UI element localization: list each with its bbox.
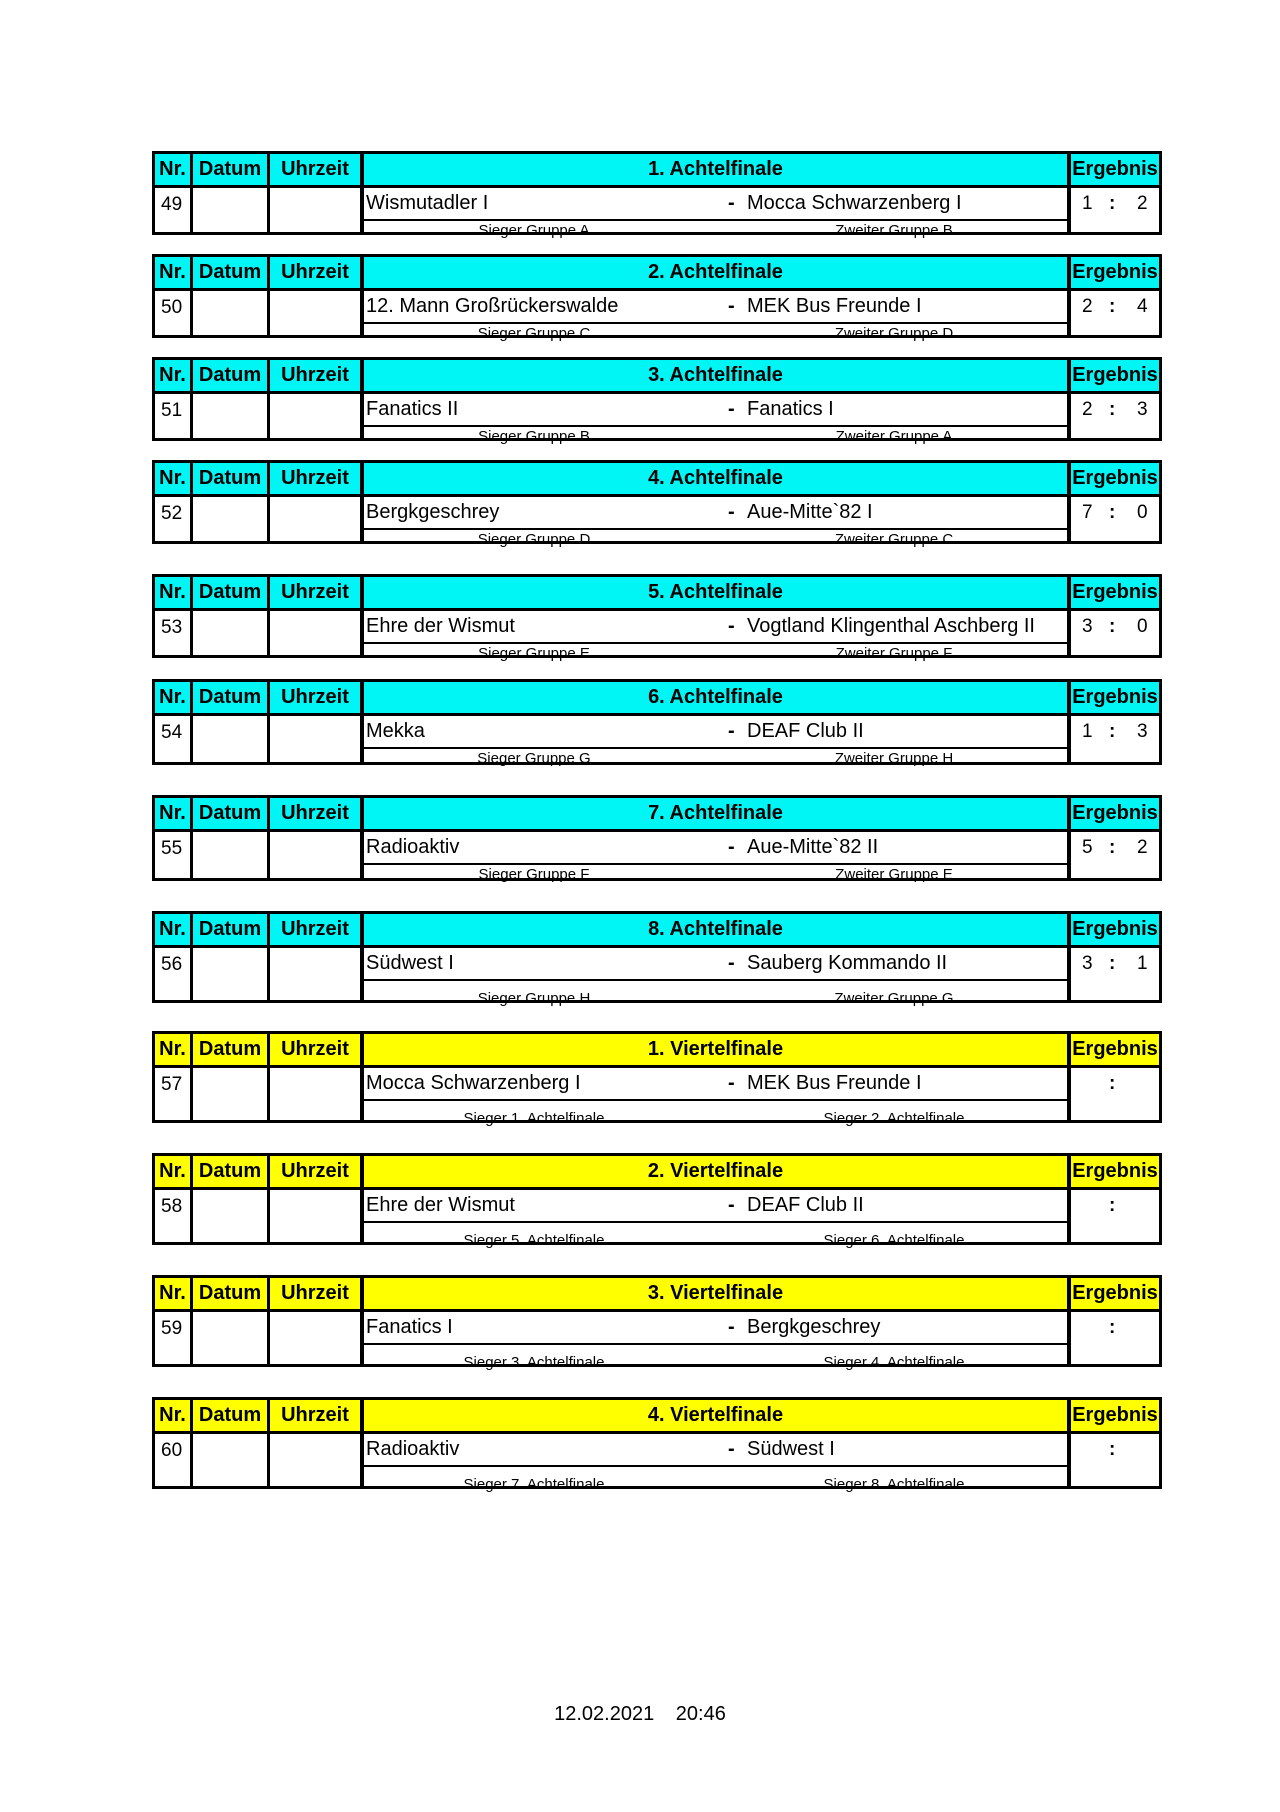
qualifier-away: Zweiter Gruppe E — [835, 866, 953, 883]
qualifier-home: Sieger 7. Achtelfinale — [463, 1476, 605, 1493]
team-home: Ehre der Wismut — [366, 1194, 515, 1216]
header-ergebnis: Ergebnis — [1071, 257, 1159, 291]
score — [1071, 296, 1159, 320]
qualifier-away: Zweiter Gruppe B — [835, 222, 953, 239]
score-away: 0 — [1137, 502, 1148, 523]
qualifier-home: Sieger 5. Achtelfinale — [463, 1232, 605, 1249]
team-away: Sauberg Kommando II — [747, 952, 948, 974]
datum-cell — [193, 394, 270, 438]
match-number: 59 — [155, 1312, 193, 1364]
teams-row — [364, 1434, 1067, 1467]
datum-cell — [193, 188, 270, 232]
header-nr: Nr. — [155, 154, 193, 188]
header-ergebnis: Ergebnis — [1071, 463, 1159, 497]
teams-row — [364, 1190, 1067, 1223]
team-home: Mekka — [366, 720, 425, 742]
header-datum: Datum — [193, 1034, 270, 1068]
team-away: Aue-Mitte`82 I — [747, 501, 873, 523]
header-datum: Datum — [193, 914, 270, 948]
score-colon: : — [1109, 1317, 1116, 1338]
header-nr: Nr. — [155, 257, 193, 291]
uhrzeit-cell — [270, 394, 364, 438]
teams-row — [364, 497, 1067, 530]
score-colon: : — [1109, 721, 1116, 742]
score — [1071, 721, 1159, 745]
uhrzeit-cell — [270, 188, 364, 232]
teams-row — [364, 1312, 1067, 1345]
team-away: Südwest I — [747, 1438, 835, 1460]
result-cell — [1071, 948, 1159, 1000]
header-uhrzeit: Uhrzeit — [270, 682, 364, 716]
header-datum: Datum — [193, 1156, 270, 1190]
header-ergebnis: Ergebnis — [1071, 682, 1159, 716]
header-ergebnis: Ergebnis — [1071, 1400, 1159, 1434]
footer-time: 20:46 — [675, 1703, 726, 1725]
header-uhrzeit: Uhrzeit — [270, 463, 364, 497]
qualifier-home: Sieger Gruppe C — [477, 325, 591, 342]
header-datum: Datum — [193, 1278, 270, 1312]
match-number: 50 — [155, 291, 193, 335]
uhrzeit-cell — [270, 1190, 364, 1242]
team-separator: - — [728, 398, 735, 420]
team-home: 12. Mann Großrückerswalde — [366, 295, 619, 317]
teams-row — [364, 948, 1067, 981]
team-separator: - — [728, 192, 735, 214]
teams-row — [364, 188, 1067, 221]
score-colon: : — [1109, 1195, 1116, 1216]
match-table — [152, 911, 1162, 1007]
match-number: 51 — [155, 394, 193, 438]
team-away: Vogtland Klingenthal Aschberg II — [747, 615, 1035, 637]
score-away: 3 — [1137, 399, 1148, 420]
header-uhrzeit: Uhrzeit — [270, 577, 364, 611]
match-title: 4. Achtelfinale — [364, 463, 1071, 497]
uhrzeit-cell — [270, 497, 364, 541]
match-title: 6. Achtelfinale — [364, 682, 1071, 716]
header-datum: Datum — [193, 577, 270, 611]
pairing-cell — [364, 1312, 1071, 1371]
header-nr: Nr. — [155, 1034, 193, 1068]
pairing-cell — [364, 611, 1071, 662]
footer-timestamp — [0, 1703, 1280, 1726]
uhrzeit-cell — [270, 1434, 364, 1486]
match-table — [152, 254, 1162, 342]
qualifier-away: Zweiter Gruppe F — [835, 645, 953, 662]
match-title: 1. Viertelfinale — [364, 1034, 1071, 1068]
score — [1071, 502, 1159, 526]
score-home: 7 — [1082, 502, 1093, 523]
pairing-cell — [364, 188, 1071, 239]
team-away: DEAF Club II — [747, 720, 864, 742]
header-uhrzeit: Uhrzeit — [270, 1400, 364, 1434]
uhrzeit-cell — [270, 611, 364, 655]
header-nr: Nr. — [155, 360, 193, 394]
match-table — [152, 1031, 1162, 1127]
match-list — [152, 151, 1162, 1493]
teams-row — [364, 394, 1067, 427]
header-uhrzeit: Uhrzeit — [270, 1278, 364, 1312]
score-colon: : — [1109, 1439, 1116, 1460]
match-title: 8. Achtelfinale — [364, 914, 1071, 948]
team-separator: - — [728, 836, 735, 858]
result-cell — [1071, 291, 1159, 335]
score-colon: : — [1109, 953, 1116, 974]
qualifier-away: Sieger 6. Achtelfinale — [823, 1232, 965, 1249]
qualifier-away: Zweiter Gruppe A — [835, 428, 953, 445]
team-home: Südwest I — [366, 952, 454, 974]
score-colon: : — [1109, 296, 1116, 317]
match-title: 4. Viertelfinale — [364, 1400, 1071, 1434]
datum-cell — [193, 1190, 270, 1242]
header-nr: Nr. — [155, 798, 193, 832]
score — [1071, 1439, 1159, 1463]
result-cell — [1071, 394, 1159, 438]
team-away: Mocca Schwarzenberg I — [747, 192, 962, 214]
header-uhrzeit: Uhrzeit — [270, 1034, 364, 1068]
header-ergebnis: Ergebnis — [1071, 1156, 1159, 1190]
uhrzeit-cell — [270, 948, 364, 1000]
header-ergebnis: Ergebnis — [1071, 154, 1159, 188]
match-number: 56 — [155, 948, 193, 1000]
score-home: 2 — [1082, 296, 1093, 317]
result-cell — [1071, 1434, 1159, 1486]
match-table — [152, 1275, 1162, 1371]
uhrzeit-cell — [270, 1068, 364, 1120]
datum-cell — [193, 1068, 270, 1120]
match-number: 60 — [155, 1434, 193, 1486]
qualifier-away: Zweiter Gruppe G — [834, 990, 954, 1007]
pairing-cell — [364, 1068, 1071, 1127]
match-title: 1. Achtelfinale — [364, 154, 1071, 188]
header-nr: Nr. — [155, 1278, 193, 1312]
header-datum: Datum — [193, 798, 270, 832]
header-nr: Nr. — [155, 682, 193, 716]
score — [1071, 193, 1159, 217]
score-colon: : — [1109, 616, 1116, 637]
qualifier-home: Sieger Gruppe G — [477, 750, 591, 767]
qualifier-home: Sieger Gruppe D — [477, 531, 591, 548]
header-uhrzeit: Uhrzeit — [270, 798, 364, 832]
team-home: Radioaktiv — [366, 1438, 460, 1460]
team-away: Bergkgeschrey — [747, 1316, 881, 1338]
match-number: 53 — [155, 611, 193, 655]
datum-cell — [193, 716, 270, 762]
footer-date: 12.02.2021 — [554, 1703, 655, 1725]
header-ergebnis: Ergebnis — [1071, 360, 1159, 394]
pairing-cell — [364, 497, 1071, 548]
qualifier-home: Sieger Gruppe B — [478, 428, 590, 445]
qualifier-away: Sieger 2. Achtelfinale — [823, 1110, 965, 1127]
qualifier-away: Zweiter Gruppe D — [834, 325, 954, 342]
team-home: Bergkgeschrey — [366, 501, 500, 523]
team-home: Ehre der Wismut — [366, 615, 515, 637]
header-ergebnis: Ergebnis — [1071, 1278, 1159, 1312]
header-uhrzeit: Uhrzeit — [270, 154, 364, 188]
result-cell — [1071, 1068, 1159, 1120]
match-number: 57 — [155, 1068, 193, 1120]
team-away: DEAF Club II — [747, 1194, 864, 1216]
header-datum: Datum — [193, 154, 270, 188]
pairing-cell — [364, 716, 1071, 767]
match-table — [152, 357, 1162, 445]
match-table — [152, 1153, 1162, 1249]
score — [1071, 399, 1159, 423]
team-separator: - — [728, 295, 735, 317]
header-ergebnis: Ergebnis — [1071, 577, 1159, 611]
header-datum: Datum — [193, 682, 270, 716]
qualifier-home: Sieger 1. Achtelfinale — [463, 1110, 605, 1127]
header-ergebnis: Ergebnis — [1071, 914, 1159, 948]
match-table — [152, 795, 1162, 881]
match-title: 2. Achtelfinale — [364, 257, 1071, 291]
pairing-cell — [364, 394, 1071, 445]
score — [1071, 837, 1159, 861]
header-datum: Datum — [193, 360, 270, 394]
result-cell — [1071, 716, 1159, 762]
score-colon: : — [1109, 399, 1116, 420]
header-nr: Nr. — [155, 463, 193, 497]
score — [1071, 616, 1159, 640]
score-home: 3 — [1082, 953, 1093, 974]
datum-cell — [193, 832, 270, 878]
header-ergebnis: Ergebnis — [1071, 798, 1159, 832]
score-colon: : — [1109, 193, 1116, 214]
header-ergebnis: Ergebnis — [1071, 1034, 1159, 1068]
qualifier-away: Zweiter Gruppe H — [834, 750, 954, 767]
team-home: Wismutadler I — [366, 192, 489, 214]
header-uhrzeit: Uhrzeit — [270, 1156, 364, 1190]
match-title: 2. Viertelfinale — [364, 1156, 1071, 1190]
score-home: 1 — [1082, 193, 1093, 214]
result-cell — [1071, 497, 1159, 541]
match-table — [152, 1397, 1162, 1493]
match-title: 5. Achtelfinale — [364, 577, 1071, 611]
score-away: 0 — [1137, 616, 1148, 637]
team-separator: - — [728, 1194, 735, 1216]
score-colon: : — [1109, 837, 1116, 858]
teams-row — [364, 611, 1067, 644]
match-number: 52 — [155, 497, 193, 541]
match-number: 55 — [155, 832, 193, 878]
header-datum: Datum — [193, 1400, 270, 1434]
teams-row — [364, 1068, 1067, 1101]
score-home: 3 — [1082, 616, 1093, 637]
teams-row — [364, 291, 1067, 324]
qualifier-away: Sieger 4. Achtelfinale — [823, 1354, 965, 1371]
qualifier-home: Sieger Gruppe E — [478, 645, 590, 662]
datum-cell — [193, 1312, 270, 1364]
header-nr: Nr. — [155, 914, 193, 948]
pairing-cell — [364, 832, 1071, 883]
match-table — [152, 679, 1162, 765]
score — [1071, 1317, 1159, 1341]
team-home: Radioaktiv — [366, 836, 460, 858]
header-nr: Nr. — [155, 577, 193, 611]
team-away: Aue-Mitte`82 II — [747, 836, 879, 858]
match-number: 58 — [155, 1190, 193, 1242]
header-nr: Nr. — [155, 1400, 193, 1434]
uhrzeit-cell — [270, 832, 364, 878]
team-away: Fanatics I — [747, 398, 834, 420]
uhrzeit-cell — [270, 291, 364, 335]
team-away: MEK Bus Freunde I — [747, 1072, 922, 1094]
match-title: 7. Achtelfinale — [364, 798, 1071, 832]
qualifier-home: Sieger 3. Achtelfinale — [463, 1354, 605, 1371]
pairing-cell — [364, 1190, 1071, 1249]
score-away: 3 — [1137, 721, 1148, 742]
score — [1071, 953, 1159, 977]
score — [1071, 1195, 1159, 1219]
team-separator: - — [728, 501, 735, 523]
uhrzeit-cell — [270, 716, 364, 762]
team-separator: - — [728, 1072, 735, 1094]
result-cell — [1071, 1190, 1159, 1242]
score-colon: : — [1109, 1073, 1116, 1094]
score-away: 2 — [1137, 193, 1148, 214]
qualifier-home: Sieger Gruppe F — [478, 866, 590, 883]
match-title: 3. Achtelfinale — [364, 360, 1071, 394]
teams-row — [364, 716, 1067, 749]
score-home: 2 — [1082, 399, 1093, 420]
datum-cell — [193, 1434, 270, 1486]
score-home: 5 — [1082, 837, 1093, 858]
pairing-cell — [364, 948, 1071, 1007]
score-away: 1 — [1137, 953, 1148, 974]
match-number: 49 — [155, 188, 193, 232]
header-uhrzeit: Uhrzeit — [270, 360, 364, 394]
score — [1071, 1073, 1159, 1097]
team-separator: - — [728, 720, 735, 742]
team-separator: - — [728, 1438, 735, 1460]
header-nr: Nr. — [155, 1156, 193, 1190]
team-away: MEK Bus Freunde I — [747, 295, 922, 317]
team-separator: - — [728, 1316, 735, 1338]
team-separator: - — [728, 615, 735, 637]
qualifier-away: Zweiter Gruppe C — [834, 531, 954, 548]
team-home: Mocca Schwarzenberg I — [366, 1072, 581, 1094]
uhrzeit-cell — [270, 1312, 364, 1364]
pairing-cell — [364, 291, 1071, 342]
result-cell — [1071, 611, 1159, 655]
datum-cell — [193, 497, 270, 541]
match-table — [152, 574, 1162, 662]
match-title: 3. Viertelfinale — [364, 1278, 1071, 1312]
header-uhrzeit: Uhrzeit — [270, 257, 364, 291]
qualifier-home: Sieger Gruppe H — [477, 990, 591, 1007]
match-table — [152, 460, 1162, 548]
match-table — [152, 151, 1162, 239]
score-home: 1 — [1082, 721, 1093, 742]
score-colon: : — [1109, 502, 1116, 523]
header-datum: Datum — [193, 257, 270, 291]
result-cell — [1071, 188, 1159, 232]
team-home: Fanatics I — [366, 1316, 453, 1338]
score-away: 2 — [1137, 837, 1148, 858]
datum-cell — [193, 611, 270, 655]
result-cell — [1071, 1312, 1159, 1364]
pairing-cell — [364, 1434, 1071, 1493]
match-number: 54 — [155, 716, 193, 762]
team-separator: - — [728, 952, 735, 974]
header-uhrzeit: Uhrzeit — [270, 914, 364, 948]
team-home: Fanatics II — [366, 398, 459, 420]
header-datum: Datum — [193, 463, 270, 497]
qualifier-away: Sieger 8. Achtelfinale — [823, 1476, 965, 1493]
qualifier-home: Sieger Gruppe A — [478, 222, 590, 239]
teams-row — [364, 832, 1067, 865]
datum-cell — [193, 948, 270, 1000]
datum-cell — [193, 291, 270, 335]
result-cell — [1071, 832, 1159, 878]
score-away: 4 — [1137, 296, 1148, 317]
